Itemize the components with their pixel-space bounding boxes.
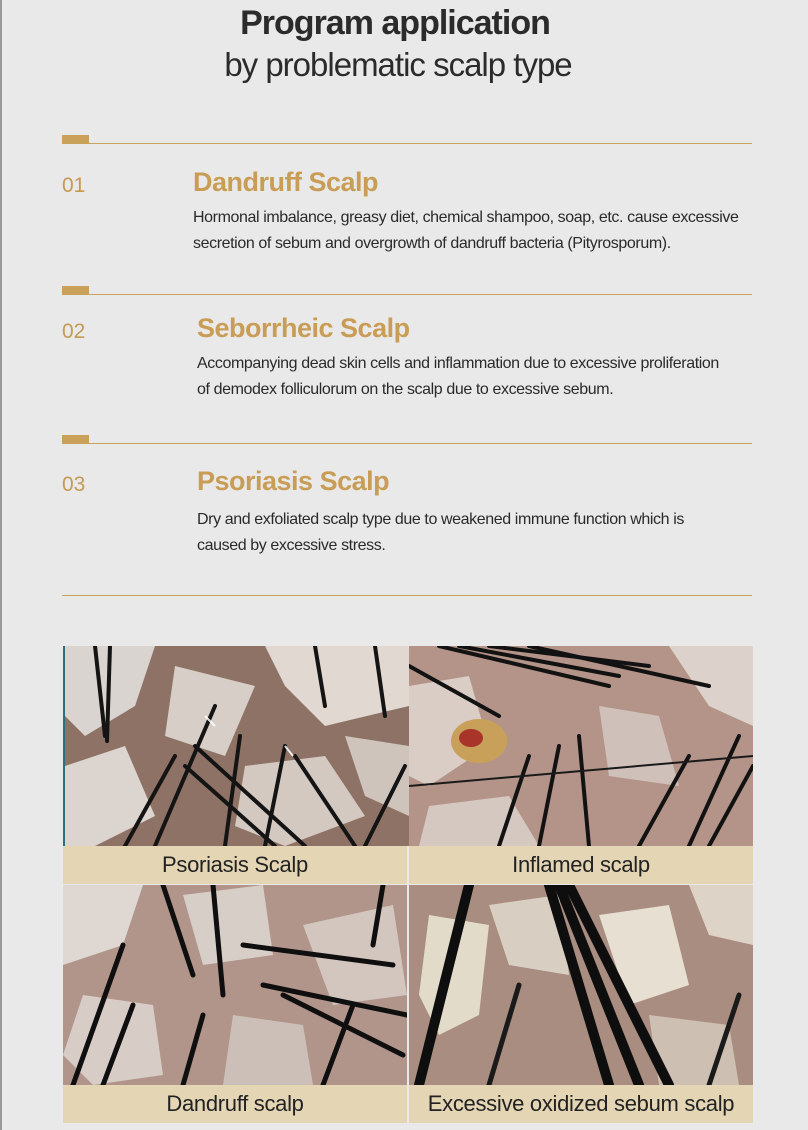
description-line: caused by excessive stress.	[197, 537, 386, 554]
photo-caption: Dandruff scalp	[63, 1085, 407, 1123]
section-title: Psoriasis Scalp	[197, 466, 390, 496]
dandruff-scalp-photo	[63, 885, 407, 1085]
section-divider	[62, 443, 752, 444]
section-marker	[62, 286, 89, 294]
section-description	[193, 205, 763, 257]
description-line: secretion of sebum and overgrowth of dandruff bacteria (Pityrosporum).	[193, 235, 671, 252]
description-line: Accompanying dead skin cells and inflammation due to excessive proliferation	[197, 355, 719, 372]
section-title: Dandruff Scalp	[193, 167, 379, 197]
section-bottom-divider	[62, 595, 752, 596]
section-description	[197, 507, 767, 559]
section-marker	[62, 135, 89, 143]
section-description	[197, 351, 767, 403]
section-divider	[62, 143, 752, 144]
inflamed-scalp-photo	[409, 646, 753, 846]
section-number: 01	[62, 174, 86, 197]
photo-caption: Excessive oxidized sebum scalp	[409, 1085, 753, 1123]
photo-caption: Inflamed scalp	[409, 846, 753, 884]
description-line: Hormonal imbalance, greasy diet, chemical shampoo, soap, etc. cause excessive	[193, 209, 739, 226]
description-line: Dry and exfoliated scalp type due to weakened immune function which is	[197, 511, 684, 528]
section-number: 02	[62, 320, 86, 343]
oxidized-sebum-scalp-photo	[409, 885, 753, 1085]
section-title: Seborrheic Scalp	[197, 313, 410, 343]
description-line: of demodex folliculorum on the scalp due to excessive sebum.	[197, 381, 614, 398]
page-title: Program application	[240, 4, 550, 42]
psoriasis-scalp-photo	[63, 646, 409, 846]
left-edge-rule	[0, 0, 2, 1130]
photo-caption: Psoriasis Scalp	[63, 846, 407, 884]
section-number: 03	[62, 473, 86, 496]
page-subtitle: by problematic scalp type	[224, 46, 572, 83]
section-marker	[62, 435, 89, 443]
section-divider	[62, 294, 752, 295]
